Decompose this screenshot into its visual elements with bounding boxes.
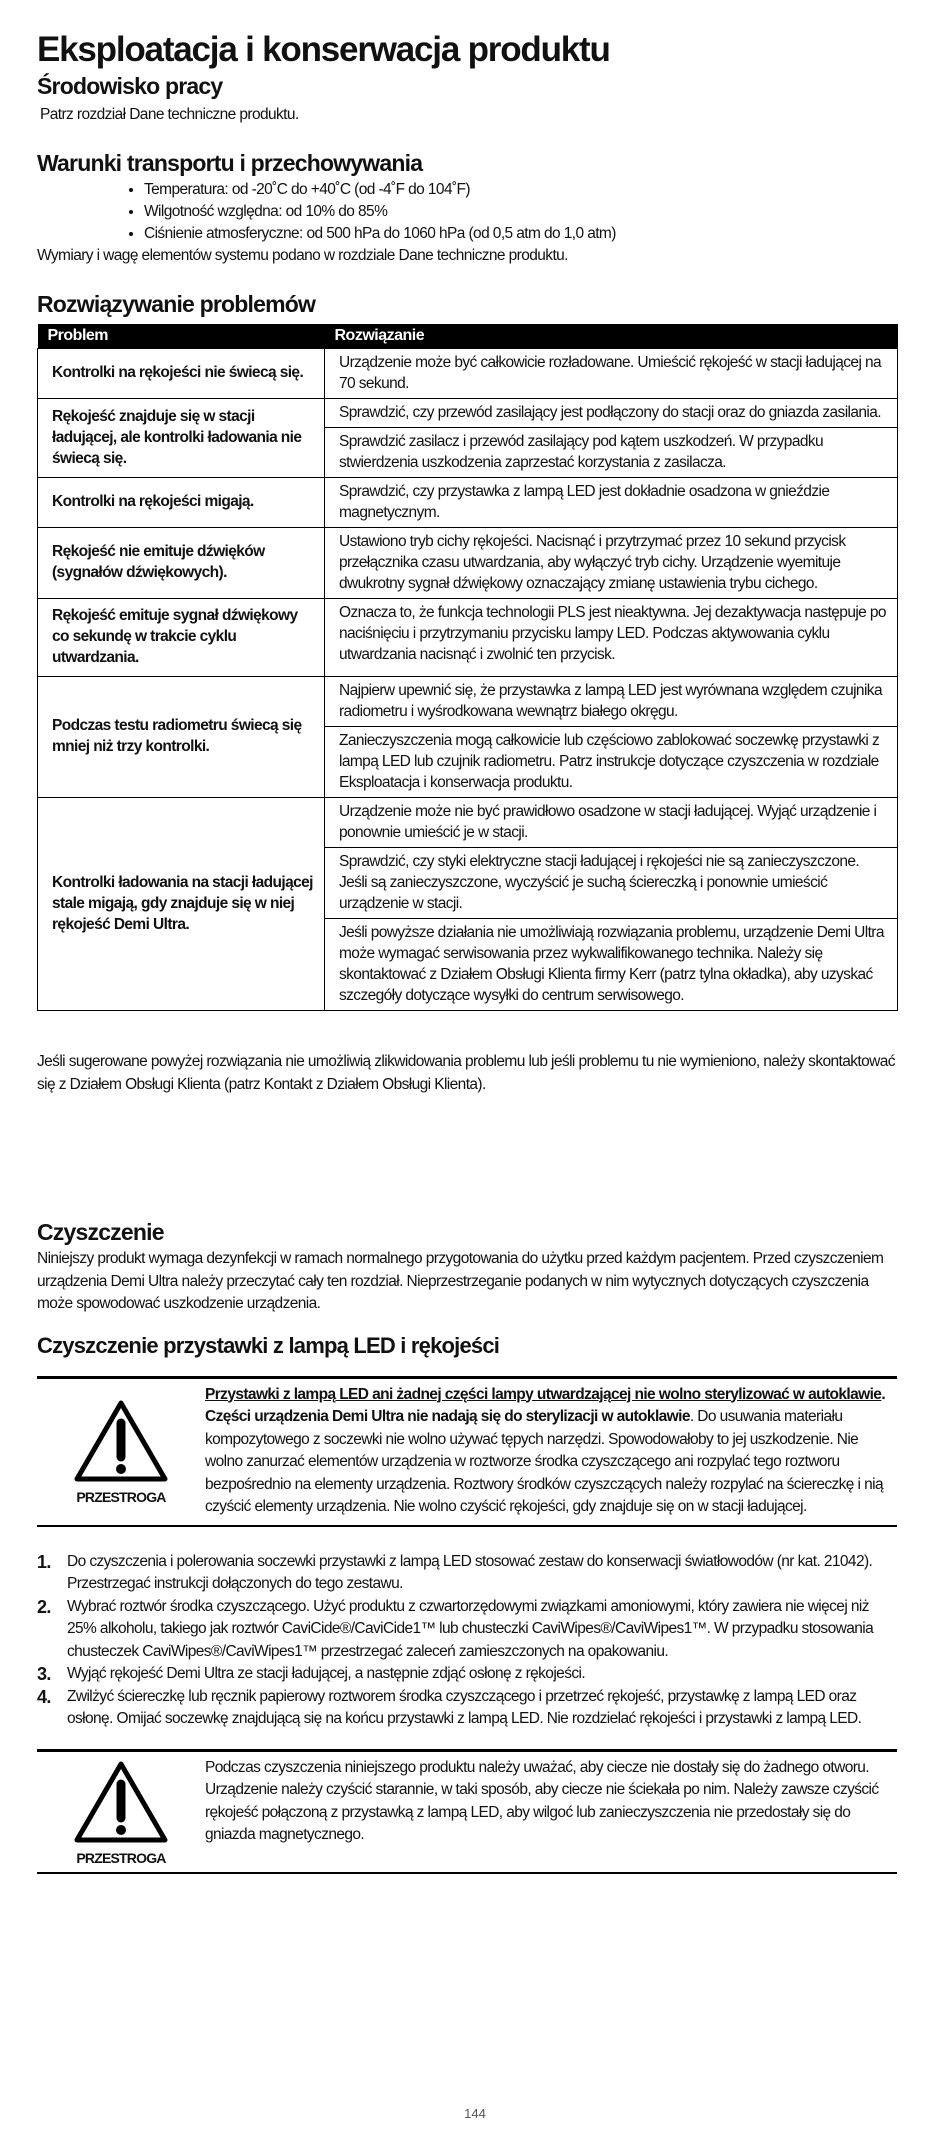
step-text: Do czyszczenia i polerowania soczewki przystawki z lampą LED stosować zestaw do konserwacji światłowodów (nr kat. 21042). Przestrzegać instrukcji dołączonych do tego zestawu. [67,1552,873,1592]
problem-cell: Rękojeść znajduje się w stacji ładującej, ale kontrolki ładowania nie świecą się. [38,399,325,478]
document-page [37,26,897,1874]
table-row [38,528,898,599]
page-title: Eksploatacja i konserwacja produktu [37,30,610,69]
caution-bold-text: . Części urządzenia Demi Ultra nie nadają się do sterylizacji w autoklawie [205,1385,886,1425]
caution-underlined-text: Przystawki z lampą LED ani żadnej części lampy utwardzającej nie wolno sterylizować w autoklawie [205,1385,882,1403]
cleaning-intro: Niniejszy produkt wymaga dezynfekcji w ramach normalnego przygotowania do użytku przed każdym pacjentem. Przed czyszczeniem urządzenia Demi Ultra należy przeczytać cały ten rozdział. Nieprzestrzeganie podanych w nim wytycznych dotyczących czyszczenia może spowodować uszkodzenie urządzenia. [37,1250,884,1312]
table-row [38,798,898,848]
table-row [38,677,898,727]
environment-text: Patrz rozdział Dane techniczne produktu. [40,106,299,123]
table-row [38,349,898,399]
solution-cell: Sprawdzić, czy przystawka z lampą LED jest dokładnie osadzona w gnieździe magnetycznym. [325,478,898,528]
list-item: • Ciśnienie atmosferyczne: od 500 hPa do 1060 hPa (od 0,5 atm do 1,0 atm) [144,223,897,245]
caution-label: PRZESTROGA [76,1488,166,1505]
solution-cell: Sprawdzić, czy przewód zasilający jest podłączony do stacji oraz do gniazda zasilania. [325,399,898,428]
table-row [38,399,898,428]
problem-cell: Kontrolki ładowania na stacji ładującej stale migają, gdy znajduje się w niej rękojeść Demi Ultra. [38,798,325,1011]
caution-icon-block [37,1752,205,1872]
step-text: Zwilżyć ściereczkę lub ręcznik papierowy roztworem środka czyszczącego i przetrzeć rękojeść, przystawkę z lampą LED oraz osłonę. Omijać soczewkę znajdującą się na końcu przystawki z lampą LED. Nie rozdzielać rękojeści i przystawki z lampą LED. [67,1687,862,1727]
step-text: Wyjąć rękojeść Demi Ultra ze stacji ładującej, a następnie zdjąć osłonę z rękojeści. [67,1665,586,1682]
caution-box [37,1749,897,1874]
section-heading-cleaning: Czyszczenie [37,1219,164,1245]
problem-cell: Kontrolki na rękojeści nie świecą się. [38,349,325,399]
subsection-heading-led-cleaning: Czyszczenie przystawki z lampą LED i rękojeści [37,1332,500,1358]
step-number: 2. [37,1596,51,1617]
solution-cell: Zanieczyszczenia mogą całkowicie lub częściowo zablokować soczewkę przystawki z lampą LED lub czujnik radiometru. Patrz instrukcje dotyczące czyszczenia w rozdziale Eksploatacja i konserwacja produktu. [325,727,898,798]
problem-cell: Rękojeść emituje sygnał dźwiękowy co sekundę w trakcie cyklu utwardzania. [38,599,325,677]
troubleshooting-table [37,324,898,1011]
step-number: 4. [37,1686,51,1707]
transport-note: Wymiary i wagę elementów systemu podano w rozdziale Dane techniczne produktu. [37,247,568,264]
warning-triangle-icon [73,1399,169,1485]
list-item [37,1551,897,1596]
step-text: Wybrać roztwór środka czyszczącego. Użyć produktu z czwartorzędowymi związkami amoniowymi, który zawiera nie więcej niż 25% alkoholu, takiego jak roztwór CaviCide®/CaviCide1™ lub chusteczki CaviWipes®/CaviWipes1™. W przypadku stosowania chusteczek CaviWipes®/CaviWipes1™ przestrzegać zaleceń zamieszczonych na opakowaniu. [67,1597,874,1660]
table-row [38,599,898,677]
table-header-row [38,324,898,349]
solution-cell: Jeśli powyższe działania nie umożliwiają rozwiązania problemu, urządzenie Demi Ultra może wymagać serwisowania przez wykwalifikowanego technika. Należy się skontaktować z Działem Obsługi Klienta firmy Kerr (patrz tylna okładka), aby uzyskać szczegóły dotyczące wysyłki do centrum serwisowego. [325,919,898,1011]
section-heading-troubleshooting: Rozwiązywanie problemów [37,291,316,317]
problem-cell: Podczas testu radiometru świecą się mniej niż trzy kontrolki. [38,677,325,798]
step-number: 1. [37,1551,51,1572]
list-item: • Wilgotność względna: od 10% do 85% [144,201,897,223]
solution-cell: Sprawdzić, czy styki elektryczne stacji ładującej i rękojeści nie są zanieczyszczone. Jeśli są zanieczyszczone, wyczyścić je suchą ściereczką i ponownie umieścić urządzenie w stacji. [325,848,898,919]
transport-list [37,179,897,245]
caution-label: PRZESTROGA [76,1849,166,1866]
solution-cell: Oznacza to, że funkcja technologii PLS jest nieaktywna. Jej dezaktywacja następuje po naciśnięciu i przytrzymaniu przycisku lampy LED. Podczas aktywowania cyklu utwardzania nacisnąć i zwolnić ten przycisk. [325,599,898,677]
caution-box [37,1376,897,1527]
list-item [37,1596,897,1664]
problem-cell: Kontrolki na rękojeści migają. [38,478,325,528]
list-item [37,1663,897,1686]
page-number: 144 [464,2106,486,2121]
column-header-problem: Problem [38,324,325,349]
solution-cell: Sprawdzić zasilacz i przewód zasilający pod kątem uszkodzeń. W przypadku stwierdzenia uszkodzenia zaprzestać korzystania z zasilacza. [325,428,898,478]
list-item [37,1686,897,1731]
caution-text [205,1379,897,1525]
step-number: 3. [37,1664,51,1684]
troubleshooting-footer: Jeśli sugerowane powyżej rozwiązania nie umożliwią zlikwidowania problemu lub jeśli problemu tu nie wymieniono, należy skontaktować się z Działem Obsługi Klienta (patrz Kontakt z Działem Obsługi Klienta). [37,1053,895,1093]
list-item: • Temperatura: od -20˚C do +40˚C (od -4˚F do 104˚F) [144,179,897,201]
caution-icon-block [37,1379,205,1525]
solution-cell: Najpierw upewnić się, że przystawka z lampą LED jest wyrównana względem czujnika radiometru i wyśrodkowana wewnątrz białego okręgu. [325,677,898,727]
section-heading-environment: Środowisko pracy [37,73,223,99]
cleaning-steps [37,1551,897,1731]
warning-triangle-icon [73,1760,169,1846]
problem-cell: Rękojeść nie emituje dźwięków (sygnałów dźwiękowych). [38,528,325,599]
solution-cell: Urządzenie może być całkowicie rozładowane. Umieścić rękojeść w stacji ładującej na 70 sekund. [325,349,898,399]
column-header-solution: Rozwiązanie [325,324,898,349]
caution-body-text: . Do usuwania materiału kompozytowego z soczewki nie wolno używać tępych narzędzi. Spowodowałoby to jej uszkodzenie. Nie wolno zanurzać elementów urządzenia w roztworze środka czyszczącego ani rozpylać tego roztworu bezpośrednio na elementy urządzenia. Roztwory środków czyszczących należy rozpylać na ściereczkę i nią czyścić elementy urządzenia. Nie wolno czyścić rękojeści, gdy znajduje się on w stacji ładującej. [205,1408,883,1515]
solution-cell: Ustawiono tryb cichy rękojeści. Nacisnąć i przytrzymać przez 10 sekund przycisk przełącznika czasu utwardzania, aby wyłączyć tryb cichy. Urządzenie wyemituje dwukrotny sygnał dźwiękowy oznaczający zmianę ustawienia trybu cichego. [325,528,898,599]
caution-text: Podczas czyszczenia niniejszego produktu należy uważać, aby ciecze nie dostały się do żadnego otworu. Urządzenie należy czyścić starannie, w taki sposób, aby ciecze nie ściekała po nim. Należy zawsze czyścić rękojeść połączoną z przystawką z lampą LED, aby wilgoć lub zanieczyszczenia nie przedostały się do gniazda magnetycznego. [205,1758,879,1843]
section-heading-transport: Warunki transportu i przechowywania [37,150,423,176]
table-row [38,478,898,528]
solution-cell: Urządzenie może nie być prawidłowo osadzone w stacji ładującej. Wyjąć urządzenie i ponownie umieścić je w stacji. [325,798,898,848]
